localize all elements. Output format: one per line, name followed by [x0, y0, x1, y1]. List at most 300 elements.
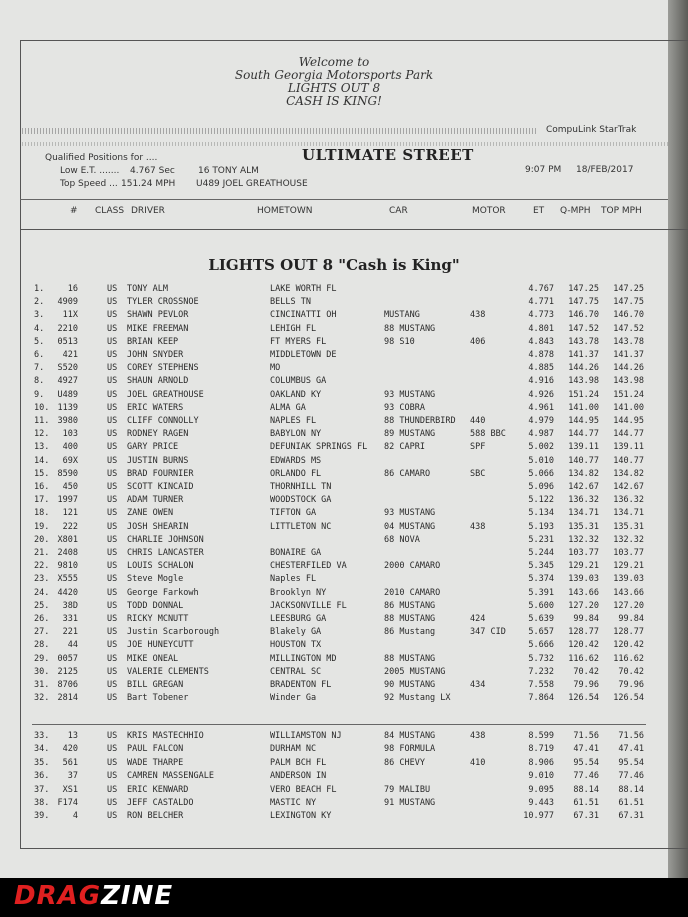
row-position: 34.	[34, 744, 50, 755]
row-car: 2005 MUSTANG	[384, 666, 446, 677]
row-driver: RICKY MCNUTT	[127, 614, 189, 624]
row-et: 4.771	[528, 297, 554, 308]
row-hometown: Winder Ga	[270, 693, 317, 704]
row-top-mph: 139.03	[613, 574, 644, 585]
table-row	[0, 640, 668, 653]
results-separator	[32, 724, 646, 725]
row-position: 7.	[34, 363, 45, 374]
row-et: 4.773	[528, 310, 554, 321]
row-hometown: EDWARDS MS	[270, 455, 322, 466]
low-et-value: 4.767 Sec	[130, 166, 175, 176]
row-class: US	[107, 653, 118, 664]
table-row	[0, 442, 668, 455]
row-car: 98 S10	[384, 336, 415, 347]
row-position: 16.	[34, 482, 50, 492]
track-name: South Georgia Motorsports Park	[234, 68, 434, 82]
row-class: US	[107, 402, 118, 413]
row-top-mph: 142.67	[613, 482, 644, 492]
table-row	[0, 297, 668, 310]
table-row	[0, 535, 668, 548]
row-qmph: 127.20	[568, 600, 599, 611]
row-position: 35.	[34, 757, 50, 768]
row-et: 8.599	[528, 731, 554, 741]
row-driver: JOE HUNEYCUTT	[127, 640, 194, 651]
event-title: LIGHTS OUT 8 "Cash is King"	[208, 256, 460, 274]
row-top-mph: 143.78	[613, 336, 644, 347]
table-row	[0, 785, 668, 798]
table-row	[0, 680, 668, 693]
row-hometown: JACKSONVILLE FL	[270, 600, 347, 611]
row-position: 10.	[34, 402, 50, 413]
row-et: 4.801	[528, 323, 554, 334]
row-car: 88 MUSTANG	[384, 614, 436, 624]
row-hometown: CENTRAL SC	[270, 666, 322, 677]
row-car-number: 9810	[57, 561, 78, 572]
row-car-number: 400	[62, 442, 78, 453]
column-header-rule	[20, 199, 668, 200]
row-qmph: 77.46	[573, 771, 599, 782]
row-class: US	[107, 731, 118, 741]
row-driver: CLIFF CONNOLLY	[127, 416, 199, 426]
row-qmph: 47.41	[573, 744, 599, 755]
report-date: 18/FEB/2017	[576, 165, 634, 175]
row-top-mph: 136.32	[613, 495, 644, 506]
row-position: 11.	[34, 416, 50, 426]
row-position: 36.	[34, 771, 50, 782]
row-hometown: Blakely GA	[270, 627, 322, 638]
table-row	[0, 561, 668, 574]
row-class: US	[107, 376, 118, 387]
row-motor: 406	[470, 336, 486, 347]
report-time: 9:07 PM	[525, 165, 562, 175]
table-row	[0, 744, 668, 757]
row-position: 29.	[34, 653, 50, 664]
row-class: US	[107, 455, 118, 466]
row-driver: SHAUN ARNOLD	[127, 376, 189, 387]
row-driver: BRIAN KEEP	[127, 336, 179, 347]
row-et: 4.843	[528, 336, 554, 347]
row-car-number: 420	[62, 744, 78, 755]
row-position: 19.	[34, 521, 50, 532]
col-header-qmph: Q-MPH	[560, 206, 591, 216]
row-et: 4.916	[528, 376, 554, 387]
row-car: 86 Mustang	[384, 627, 436, 638]
row-top-mph: 47.41	[618, 744, 644, 755]
row-qmph: 143.98	[568, 376, 599, 387]
row-motor: 347 CID	[470, 627, 506, 638]
row-position: 39.	[34, 811, 50, 822]
row-position: 31.	[34, 680, 50, 690]
table-row	[0, 376, 668, 389]
row-position: 25.	[34, 600, 50, 611]
row-hometown: HOUSTON TX	[270, 640, 322, 651]
row-top-mph: 103.77	[613, 548, 644, 558]
row-class: US	[107, 350, 118, 360]
row-qmph: 143.78	[568, 336, 599, 347]
row-top-mph: 116.62	[613, 653, 644, 664]
col-header-num: #	[70, 206, 78, 216]
row-class: US	[107, 600, 118, 611]
row-driver: ZANE OWEN	[127, 508, 174, 519]
row-et: 5.122	[528, 495, 554, 506]
row-qmph: 143.66	[568, 587, 599, 598]
row-driver: MIKE FREEMAN	[127, 323, 189, 334]
row-top-mph: 126.54	[613, 693, 644, 704]
row-top-mph: 79.96	[618, 680, 644, 690]
row-driver: COREY STEPHENS	[127, 363, 199, 374]
row-car: 88 MUSTANG	[384, 323, 436, 334]
row-qmph: 140.77	[568, 455, 599, 466]
row-car: MUSTANG	[384, 310, 420, 321]
table-row	[0, 508, 668, 521]
row-hometown: BELLS TN	[270, 297, 311, 308]
row-class: US	[107, 693, 118, 704]
row-top-mph: 141.00	[613, 402, 644, 413]
row-et: 5.066	[528, 468, 554, 479]
row-class: US	[107, 495, 118, 506]
row-et: 5.231	[528, 534, 554, 545]
row-et: 5.600	[528, 600, 554, 611]
row-car: 89 MUSTANG	[384, 429, 436, 440]
row-et: 8.906	[528, 757, 554, 768]
row-hometown: ANDERSON IN	[270, 771, 327, 782]
row-qmph: 136.32	[568, 495, 599, 506]
row-top-mph: 147.25	[613, 284, 644, 294]
row-top-mph: 128.77	[613, 627, 644, 638]
table-row	[0, 667, 668, 680]
row-top-mph: 61.51	[618, 798, 644, 808]
row-driver: ERIC WATERS	[127, 402, 184, 413]
row-car-number: XS1	[62, 784, 78, 795]
row-driver: LOUIS SCHALON	[127, 561, 194, 572]
row-driver: CHARLIE JOHNSON	[127, 534, 204, 545]
row-car: 92 Mustang LX	[384, 693, 451, 704]
row-position: 9.	[34, 389, 45, 400]
row-car: 86 CAMARO	[384, 468, 431, 479]
row-position: 3.	[34, 310, 45, 321]
row-hometown: THORNHILL TN	[270, 482, 332, 492]
row-position: 13.	[34, 442, 50, 453]
row-qmph: 147.75	[568, 297, 599, 308]
row-et: 10.977	[523, 811, 554, 822]
row-hometown: BRADENTON FL	[270, 680, 332, 690]
qualified-label: Qualified Positions for ....	[45, 153, 158, 163]
row-position: 38.	[34, 798, 50, 808]
table-row	[0, 574, 668, 587]
row-et: 5.134	[528, 508, 554, 519]
row-qmph: 141.37	[568, 350, 599, 360]
row-et: 9.095	[528, 784, 554, 795]
row-driver: KRIS MASTECHHIO	[127, 731, 204, 741]
row-class: US	[107, 389, 118, 400]
row-car-number: 8590	[57, 468, 78, 479]
row-car-number: 331	[62, 614, 78, 624]
row-qmph: 151.24	[568, 389, 599, 400]
table-row	[0, 403, 668, 416]
table-row	[0, 771, 668, 784]
row-top-mph: 120.42	[613, 640, 644, 651]
row-car: 68 NOVA	[384, 534, 420, 545]
row-top-mph: 146.70	[613, 310, 644, 321]
row-car: 88 THUNDERBIRD	[384, 416, 456, 426]
row-car-number: 1139	[57, 402, 78, 413]
row-position: 5.	[34, 336, 45, 347]
row-hometown: OAKLAND KY	[270, 389, 322, 400]
row-class: US	[107, 508, 118, 519]
row-et: 5.391	[528, 587, 554, 598]
row-class: US	[107, 521, 118, 532]
row-car-number: 221	[62, 627, 78, 638]
row-top-mph: 127.20	[613, 600, 644, 611]
row-car-number: 69X	[62, 455, 78, 466]
row-class: US	[107, 574, 118, 585]
row-hometown: DEFUNIAK SPRINGS FL	[270, 442, 368, 453]
row-car: 93 MUSTANG	[384, 508, 436, 519]
row-class: US	[107, 798, 118, 808]
row-class: US	[107, 771, 118, 782]
row-et: 5.374	[528, 574, 554, 585]
row-et: 4.885	[528, 363, 554, 374]
row-driver: JOEL GREATHOUSE	[127, 389, 204, 400]
row-top-mph: 143.98	[613, 376, 644, 387]
row-driver: RODNEY RAGEN	[127, 429, 189, 440]
row-class: US	[107, 744, 118, 755]
row-class: US	[107, 561, 118, 572]
table-row	[0, 284, 668, 297]
row-hometown: CINCINATTI OH	[270, 310, 337, 321]
row-driver: CAMREN MASSENGALE	[127, 771, 214, 782]
row-class: US	[107, 468, 118, 479]
row-class: US	[107, 627, 118, 638]
table-row	[0, 363, 668, 376]
row-hometown: BONAIRE GA	[270, 548, 322, 558]
row-top-mph: 147.52	[613, 323, 644, 334]
row-car-number: 1997	[57, 495, 78, 506]
row-et: 4.926	[528, 389, 554, 400]
row-driver: CHRIS LANCASTER	[127, 548, 204, 558]
row-car-number: 561	[62, 757, 78, 768]
row-car-number: 0513	[57, 336, 78, 347]
table-row	[0, 798, 668, 811]
row-motor: 434	[470, 680, 486, 690]
row-driver: RON BELCHER	[127, 811, 184, 822]
row-driver: Steve Mogle	[127, 574, 184, 585]
row-qmph: 144.26	[568, 363, 599, 374]
row-car: 79 MALIBU	[384, 784, 431, 795]
row-hometown: DURHAM NC	[270, 744, 317, 755]
row-driver: Bart Tobener	[127, 693, 189, 704]
row-top-mph: 77.46	[618, 771, 644, 782]
row-motor: 410	[470, 757, 486, 768]
row-et: 5.657	[528, 627, 554, 638]
row-qmph: 141.00	[568, 402, 599, 413]
row-hometown: LEHIGH FL	[270, 323, 317, 334]
row-top-mph: 134.71	[613, 508, 644, 519]
row-hometown: Naples FL	[270, 574, 317, 585]
row-car-number: S520	[57, 363, 78, 374]
row-class: US	[107, 482, 118, 492]
table-row	[0, 548, 668, 561]
row-position: 15.	[34, 468, 50, 479]
table-row	[0, 469, 668, 482]
row-car-number: 2210	[57, 323, 78, 334]
logo-part-2: ZINE	[101, 881, 174, 911]
row-qmph: 126.54	[568, 693, 599, 704]
row-top-mph: 134.82	[613, 468, 644, 479]
row-hometown: LEESBURG GA	[270, 614, 327, 624]
row-car: 84 MUSTANG	[384, 731, 436, 741]
row-position: 37.	[34, 784, 50, 795]
row-motor: 438	[470, 310, 486, 321]
row-et: 9.443	[528, 798, 554, 808]
row-class: US	[107, 534, 118, 545]
low-et-holder: 16 TONY ALM	[198, 166, 259, 176]
row-car-number: 16	[67, 284, 78, 294]
row-position: 30.	[34, 666, 50, 677]
row-driver: JOHN SNYDER	[127, 350, 184, 360]
table-row	[0, 324, 668, 337]
col-header-class: CLASS	[95, 206, 125, 216]
row-et: 4.961	[528, 402, 554, 413]
table-row	[0, 482, 668, 495]
row-motor: SPF	[470, 442, 486, 453]
row-hometown: MILLINGTON MD	[270, 653, 337, 664]
col-header-topmph: TOP MPH	[601, 206, 642, 216]
row-motor: 440	[470, 416, 486, 426]
row-position: 23.	[34, 574, 50, 585]
row-hometown: LAKE WORTH FL	[270, 284, 337, 294]
row-car-number: 2814	[57, 693, 78, 704]
row-et: 5.096	[528, 482, 554, 492]
row-driver: JEFF CASTALDO	[127, 798, 194, 808]
row-car-number: 450	[62, 482, 78, 492]
row-driver: JUSTIN BURNS	[127, 455, 189, 466]
col-header-et: ET	[533, 206, 545, 216]
row-et: 7.864	[528, 693, 554, 704]
row-hometown: CHESTERFILED VA	[270, 561, 347, 572]
row-car-number: 4	[72, 811, 78, 822]
row-position: 32.	[34, 693, 50, 704]
row-qmph: 134.82	[568, 468, 599, 479]
row-et: 5.010	[528, 455, 554, 466]
row-driver: JOSH SHEARIN	[127, 521, 189, 532]
row-position: 6.	[34, 350, 45, 360]
row-class: US	[107, 297, 118, 308]
table-row	[0, 390, 668, 403]
row-hometown: MO	[270, 363, 281, 374]
row-driver: VALERIE CLEMENTS	[127, 666, 209, 677]
row-car: 82 CAPRI	[384, 442, 425, 453]
row-motor: 438	[470, 521, 486, 532]
row-motor: 588 BBC	[470, 429, 506, 440]
row-class: US	[107, 323, 118, 334]
row-class: US	[107, 757, 118, 768]
row-et: 4.979	[528, 416, 554, 426]
low-et-label: Low E.T. .......	[60, 166, 120, 176]
top-speed-label: Top Speed ...	[60, 179, 118, 189]
row-car-number: U489	[57, 389, 78, 400]
row-et: 5.244	[528, 548, 554, 558]
table-row	[0, 627, 668, 640]
row-driver: TODD DONNAL	[127, 600, 184, 611]
row-top-mph: 140.77	[613, 455, 644, 466]
row-qmph: 79.96	[573, 680, 599, 690]
row-position: 18.	[34, 508, 50, 519]
row-car-number: 11X	[62, 310, 78, 321]
row-qmph: 99.84	[573, 614, 599, 624]
row-class: US	[107, 548, 118, 558]
row-car-number: 8706	[57, 680, 78, 690]
table-row	[0, 693, 668, 706]
row-qmph: 144.77	[568, 429, 599, 440]
row-top-mph: 144.77	[613, 429, 644, 440]
row-car-number: 4909	[57, 297, 78, 308]
table-row	[0, 654, 668, 667]
row-et: 7.558	[528, 680, 554, 690]
row-qmph: 103.77	[568, 548, 599, 558]
row-top-mph: 95.54	[618, 757, 644, 768]
table-row	[0, 350, 668, 363]
row-top-mph: 71.56	[618, 731, 644, 741]
top-speed-value: 151.24 MPH	[121, 179, 176, 189]
table-row	[0, 601, 668, 614]
row-et: 8.719	[528, 744, 554, 755]
row-class: US	[107, 587, 118, 598]
row-class: US	[107, 784, 118, 795]
dragzine-logo	[14, 881, 173, 911]
row-hometown: COLUMBUS GA	[270, 376, 327, 387]
top-speed-holder: U489 JOEL GREATHOUSE	[196, 179, 308, 189]
row-position: 33.	[34, 731, 50, 741]
row-qmph: 71.56	[573, 731, 599, 741]
row-car-number: X555	[57, 574, 78, 585]
table-row	[0, 416, 668, 429]
row-class: US	[107, 336, 118, 347]
row-motor: 438	[470, 731, 486, 741]
row-driver: GARY PRICE	[127, 442, 179, 453]
row-qmph: 139.11	[568, 442, 599, 453]
row-hometown: NAPLES FL	[270, 416, 317, 426]
row-motor: SBC	[470, 468, 486, 479]
event-tagline: CASH IS KING!	[286, 94, 382, 108]
table-row	[0, 522, 668, 535]
row-et: 7.232	[528, 666, 554, 677]
table-row	[0, 456, 668, 469]
row-qmph: 135.31	[568, 521, 599, 532]
row-hometown: TIFTON GA	[270, 508, 317, 519]
table-row	[0, 811, 668, 824]
row-car-number: 13	[67, 731, 78, 741]
row-qmph: 70.42	[573, 666, 599, 677]
row-position: 17.	[34, 495, 50, 506]
row-position: 12.	[34, 429, 50, 440]
row-class: US	[107, 614, 118, 624]
row-car-number: 38D	[62, 600, 78, 611]
row-position: 22.	[34, 561, 50, 572]
row-top-mph: 132.32	[613, 534, 644, 545]
row-hometown: BABYLON NY	[270, 429, 322, 440]
table-row	[0, 758, 668, 771]
row-driver: SCOTT KINCAID	[127, 482, 194, 492]
row-et: 5.002	[528, 442, 554, 453]
row-position: 1.	[34, 284, 45, 294]
row-qmph: 147.25	[568, 284, 599, 294]
row-qmph: 134.71	[568, 508, 599, 519]
row-driver: PAUL FALCON	[127, 744, 184, 755]
row-qmph: 120.42	[568, 640, 599, 651]
row-qmph: 67.31	[573, 811, 599, 822]
row-qmph: 146.70	[568, 310, 599, 321]
